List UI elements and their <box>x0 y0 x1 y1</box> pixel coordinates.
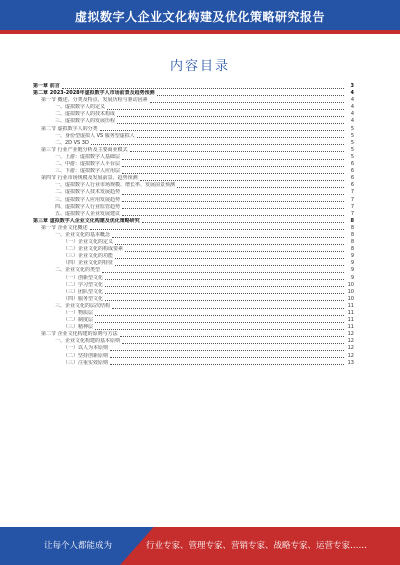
toc-page-number: 8 <box>350 231 354 238</box>
toc-entry-title: 第一章 前言 <box>33 83 60 89</box>
toc-page-number: 9 <box>350 253 354 260</box>
toc-page-number: 4 <box>350 118 354 125</box>
toc-leader-dots <box>125 251 344 252</box>
header-accent-stripe <box>0 30 400 34</box>
toc-entry[interactable] <box>33 140 354 147</box>
toc-entry[interactable] <box>33 204 354 211</box>
toc-entry-title: （二）企业文化的构成要素 <box>63 246 124 253</box>
toc-entry[interactable] <box>33 310 354 317</box>
toc-entry[interactable] <box>33 168 354 175</box>
toc-leader-dots <box>115 265 344 266</box>
toc-entry[interactable] <box>33 147 354 154</box>
toc-entry[interactable] <box>33 324 354 331</box>
toc-leader-dots <box>120 336 344 337</box>
toc-leader-dots <box>105 286 344 287</box>
toc-page-number: 8 <box>350 224 354 231</box>
toc-entry[interactable] <box>33 253 354 260</box>
toc-leader-dots <box>105 279 344 280</box>
toc-entry[interactable] <box>33 118 354 125</box>
toc-entry-title: 第四节 行业市场规模及发展前景、趋势预测 <box>41 175 138 182</box>
toc-page-number: 4 <box>350 90 354 97</box>
toc-leader-dots <box>122 215 344 216</box>
toc-entry[interactable] <box>33 161 354 168</box>
footer-slogan-left: 让每个人都能成为 <box>44 541 113 551</box>
toc-entry[interactable] <box>33 218 354 225</box>
toc-leader-dots <box>122 166 344 167</box>
toc-leader-dots <box>100 130 344 131</box>
toc-entry-title: （三）企业文化的功能 <box>63 253 114 260</box>
toc-leader-dots <box>105 293 344 294</box>
toc-entry-title: 第二节 虚拟数字人的分类 <box>41 125 98 132</box>
footer-slogan-right: 行业专家、管理专家、营销专家、战略专家、运营专家…… <box>146 541 368 551</box>
toc-leader-dots <box>122 159 344 160</box>
toc-leader-dots <box>110 357 344 358</box>
toc-leader-dots <box>62 88 344 89</box>
toc-leader-dots <box>91 144 344 145</box>
toc-entry-title: 二、2D VS 3D <box>55 139 89 146</box>
toc-entry[interactable] <box>33 225 354 232</box>
toc-entry[interactable] <box>33 260 354 267</box>
toc-entry-title: （四）服务型文化 <box>63 295 104 302</box>
toc-page-number: 8 <box>350 217 354 224</box>
toc-page-number: 4 <box>350 97 354 104</box>
toc-entry-title: 一、虚拟数字人的定义 <box>55 104 106 111</box>
toc-leader-dots <box>122 208 344 209</box>
toc-entry[interactable] <box>33 182 354 189</box>
toc-page-number: 7 <box>350 189 354 196</box>
toc-page-number: 12 <box>347 352 354 359</box>
toc-leader-dots <box>130 151 344 152</box>
toc-entry-title: 三、企业文化的层次结构 <box>55 302 111 309</box>
toc-leader-dots <box>150 102 344 103</box>
toc-entry-title: 三、虚拟数字人应用发展趋势 <box>55 196 121 203</box>
toc-page-number: 10 <box>347 288 354 295</box>
toc-entry-title: 一、虚拟数字人行业市场规模、增长率、发展前景预测 <box>55 182 176 189</box>
toc-entry[interactable] <box>33 353 354 360</box>
toc-entry-title: 第二章 2023-2028年虚拟数字人市场前景及趋势预测 <box>33 90 155 97</box>
toc-entry-title: （二）制度层 <box>63 317 94 324</box>
toc-page-number: 5 <box>350 146 354 153</box>
toc-entry[interactable] <box>33 104 354 111</box>
toc-page-number: 9 <box>350 260 354 267</box>
toc-page-number: 3 <box>350 83 354 89</box>
toc-entry[interactable] <box>33 189 354 196</box>
table-of-contents <box>33 83 354 367</box>
toc-page-number: 12 <box>347 331 354 338</box>
toc-entry-title: 二、中游：虚拟数字人平台层 <box>55 161 121 168</box>
toc-leader-dots <box>137 137 344 138</box>
toc-page-number: 7 <box>350 210 354 217</box>
toc-entry-title: 第二节 企业文化构建的原则与方法 <box>41 331 118 338</box>
toc-entry-title: 一、企业文化的基本概念 <box>55 231 111 238</box>
toc-entry-title: 二、企业文化的类型 <box>55 267 101 274</box>
toc-page-number: 7 <box>350 203 354 210</box>
toc-entry[interactable] <box>33 90 354 97</box>
toc-page-number: 6 <box>350 168 354 175</box>
toc-entry[interactable] <box>33 360 354 367</box>
toc-entry-title: （四）企业文化的特征 <box>63 260 114 267</box>
toc-entry-title: 第三章 虚拟数字人企业文化构建及优化策略研究 <box>33 217 140 224</box>
toc-page-number: 11 <box>347 302 354 309</box>
toc-page-number: 11 <box>347 317 354 324</box>
toc-page-number: 5 <box>350 125 354 132</box>
toc-entry[interactable] <box>33 211 354 218</box>
toc-entry[interactable] <box>33 175 354 182</box>
toc-heading: 内容目录 <box>169 59 230 74</box>
toc-entry-title: 四、虚拟数字人行业监管趋势 <box>55 203 121 210</box>
toc-leader-dots <box>107 109 344 110</box>
toc-leader-dots <box>110 350 344 351</box>
toc-page-number: 13 <box>347 359 354 366</box>
toc-entry[interactable] <box>33 197 354 204</box>
toc-entry-title: 一、上游：虚拟数字人基础层 <box>55 153 121 160</box>
toc-leader-dots <box>157 95 344 96</box>
toc-page-number: 5 <box>350 139 354 146</box>
toc-leader-dots <box>112 308 344 309</box>
toc-entry[interactable] <box>33 154 354 161</box>
toc-leader-dots <box>122 343 344 344</box>
toc-page-number: 8 <box>350 239 354 246</box>
toc-entry-title: （三）团队型文化 <box>63 288 104 295</box>
toc-page-number: 10 <box>347 295 354 302</box>
toc-entry[interactable] <box>33 83 354 90</box>
toc-page-number: 5 <box>350 132 354 139</box>
toc-entry-title: （三）注重实效原则 <box>63 359 109 366</box>
toc-leader-dots <box>112 237 344 238</box>
toc-entry-title: （一）创新型文化 <box>63 274 104 281</box>
toc-entry[interactable] <box>33 133 354 140</box>
toc-entry-title: （一）以人为本原则 <box>63 345 109 352</box>
toc-entry[interactable] <box>33 239 354 246</box>
toc-entry[interactable] <box>33 111 354 118</box>
toc-entry[interactable] <box>33 282 354 289</box>
toc-leader-dots <box>122 201 344 202</box>
toc-leader-dots <box>115 258 344 259</box>
toc-entry-title: 第三节 行业产业链分析及主要商业模式 <box>41 146 128 153</box>
toc-entry[interactable] <box>33 331 354 338</box>
toc-entry-title: （一）企业文化的定义 <box>63 239 114 246</box>
toc-leader-dots <box>122 194 344 195</box>
toc-leader-dots <box>95 315 344 316</box>
toc-page-number: 11 <box>347 310 354 316</box>
toc-leader-dots <box>105 300 344 301</box>
toc-leader-dots <box>117 116 344 117</box>
toc-entry[interactable] <box>33 345 354 352</box>
toc-page-number: 9 <box>350 274 354 281</box>
toc-leader-dots <box>117 123 344 124</box>
toc-page-number: 6 <box>350 175 354 182</box>
toc-entry-title: （二）学习型文化 <box>63 281 104 288</box>
toc-leader-dots <box>95 322 344 323</box>
toc-entry[interactable] <box>33 246 354 253</box>
toc-entry[interactable] <box>33 232 354 239</box>
toc-page-number: 4 <box>350 104 354 111</box>
toc-entry[interactable] <box>33 267 354 274</box>
report-title: 虚拟数字人企业文化构建及优化策略研究报告 <box>74 10 325 24</box>
toc-page-number: 11 <box>347 324 354 331</box>
toc-page-number: 6 <box>350 161 354 168</box>
toc-entry-title: （三）精神层 <box>63 324 94 331</box>
toc-leader-dots <box>95 329 344 330</box>
toc-leader-dots <box>122 173 344 174</box>
toc-page-number: 8 <box>350 246 354 253</box>
toc-entry[interactable] <box>33 97 354 104</box>
toc-entry-title: 二、虚拟数字人的技术构成 <box>55 111 116 118</box>
toc-entry[interactable] <box>33 317 354 324</box>
toc-entry-title: 三、下游：虚拟数字人应用层 <box>55 168 121 175</box>
toc-leader-dots <box>102 272 344 273</box>
toc-entry-title: 第一节 概述、分类及特点、发展历程与驱动因素 <box>41 97 148 104</box>
toc-entry-title: （一）物质层 <box>63 310 94 316</box>
toc-leader-dots <box>115 244 344 245</box>
toc-page-number: 7 <box>350 196 354 203</box>
toc-entry-title: （二）坚持创新原则 <box>63 352 109 359</box>
toc-entry[interactable] <box>33 275 354 282</box>
toc-leader-dots <box>110 364 344 365</box>
toc-leader-dots <box>177 187 344 188</box>
toc-page-number: 6 <box>350 182 354 189</box>
toc-entry-title: 一、企业文化构建的基本原则 <box>55 338 121 345</box>
toc-leader-dots <box>140 180 344 181</box>
toc-entry[interactable] <box>33 296 354 303</box>
toc-leader-dots <box>90 229 344 230</box>
toc-leader-dots <box>142 222 344 223</box>
toc-page-number: 9 <box>350 267 354 274</box>
toc-entry[interactable] <box>33 303 354 310</box>
toc-entry[interactable] <box>33 289 354 296</box>
toc-page-number: 5 <box>350 153 354 160</box>
toc-page-number: 4 <box>350 111 354 118</box>
toc-entry[interactable] <box>33 126 354 133</box>
toc-entry-title: 二、虚拟数字人技术发展趋势 <box>55 189 121 196</box>
toc-entry[interactable] <box>33 338 354 345</box>
toc-page-number: 12 <box>347 345 354 352</box>
toc-entry-title: 一、身份型虚拟人 VS 服务型虚拟人 <box>55 132 135 139</box>
toc-page-number: 10 <box>347 281 354 288</box>
toc-entry-title: 三、虚拟数字人的发展历程 <box>55 118 116 125</box>
toc-entry-title: 第一节 企业文化概述 <box>41 224 88 231</box>
toc-entry-title: 五、虚拟数字人企业发展建议 <box>55 210 121 217</box>
toc-page-number: 12 <box>347 338 354 345</box>
